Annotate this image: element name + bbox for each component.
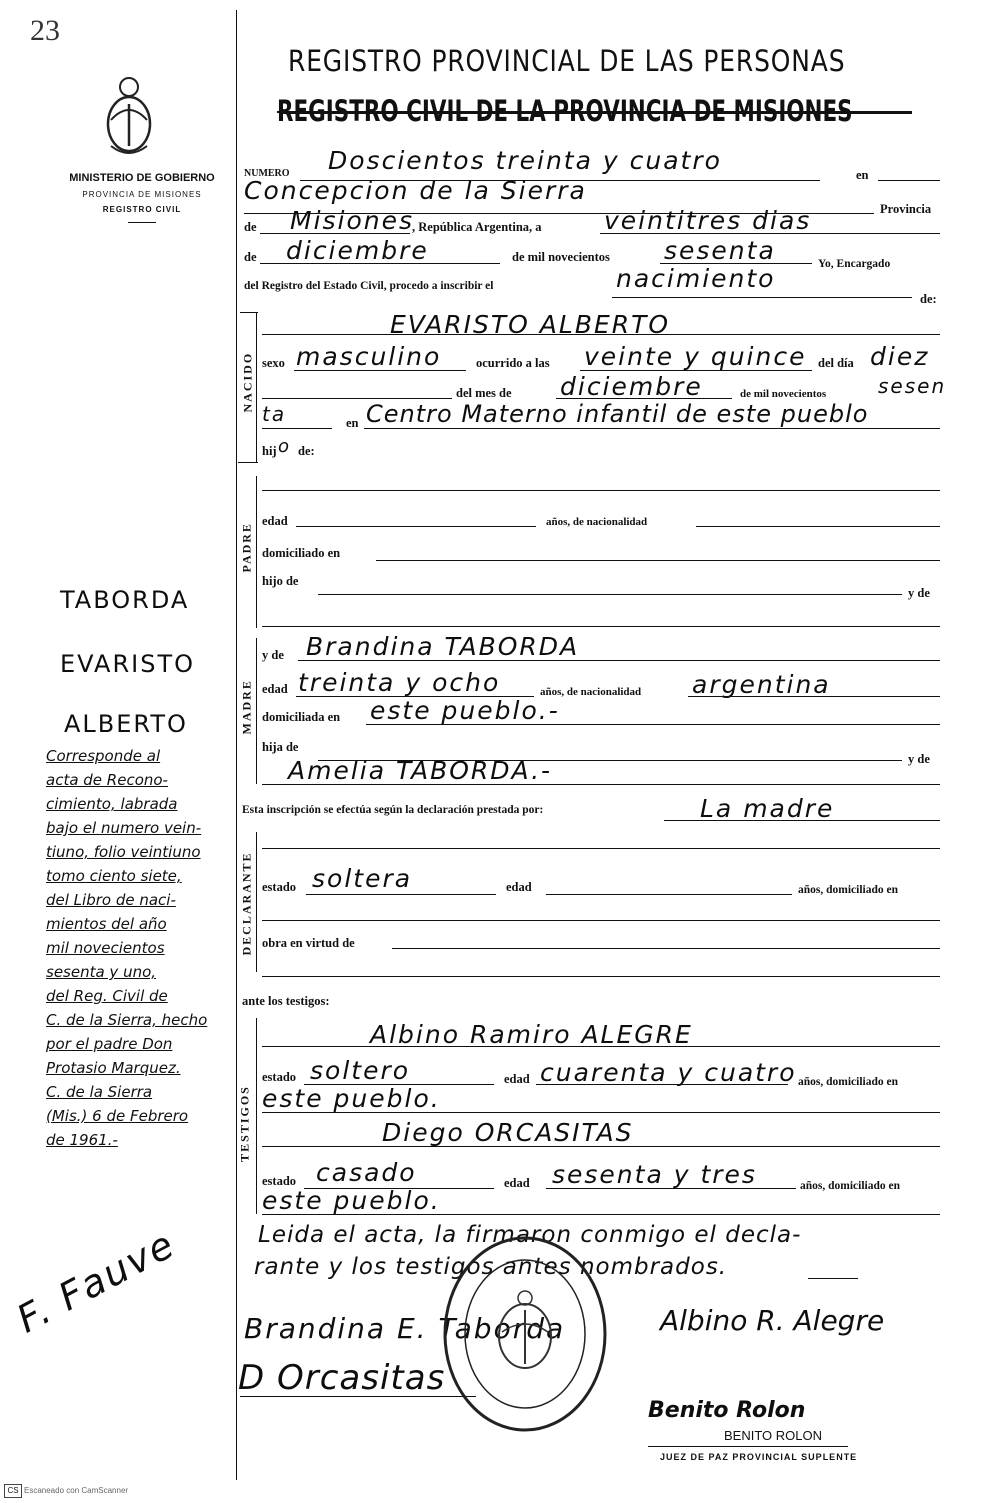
- margin-note: Corresponde al acta de Recono- cimiento, labrada bajo el numero vein- tiuno, folio veintiuno tomo ciento siete, del Libro de naci- mientos del año mil novecientos sesenta y uno, del Reg. Civil de C. de la Sierra, hecho por el padre Don Protasio Marquez. C. de la Sierra (Mis.) 6 de Febrero de 1961.-: [46, 747, 208, 1149]
- entry-acto: nacimiento: [616, 264, 776, 293]
- side-label-declarante: DECLARANTE: [239, 851, 254, 956]
- camscanner-logo-icon: CS: [4, 1484, 22, 1498]
- entry-t2-dom: este pueblo.: [262, 1186, 441, 1215]
- label-y-de: y de: [908, 586, 930, 600]
- entry-hijo-letter: o: [278, 436, 292, 457]
- label-del-registro: del Registro del Estado Civil, procedo a inscribir el: [244, 280, 494, 292]
- divider: [128, 222, 156, 223]
- entry-t1-dom: este pueblo.: [262, 1084, 441, 1113]
- label-hijo-de: de:: [298, 444, 315, 458]
- side-label-madre: MADRE: [239, 679, 254, 735]
- label-anios-dom-t2: años, domiciliado en: [800, 1180, 901, 1192]
- entry-t2-edad: sesenta y tres: [552, 1160, 757, 1189]
- entry-declarante: La madre: [700, 794, 835, 823]
- label-edad-t2: edad: [504, 1176, 530, 1190]
- label-y-de-2: y de: [908, 752, 930, 766]
- official-name: BENITO ROLON: [724, 1428, 823, 1443]
- label-estado-t2: estado: [262, 1174, 297, 1188]
- label-de-mil: de mil novecientos: [512, 250, 610, 264]
- entry-madre-dom: este pueblo.-: [370, 696, 560, 725]
- label-hijo-de-padre: hijo de: [262, 574, 299, 588]
- label-del-mes: del mes de: [456, 386, 512, 400]
- label-anios-nac-madre: años, de nacionalidad: [540, 686, 642, 698]
- label-domiciliado-padre: domiciliado en: [262, 546, 341, 560]
- entry-cierre-2: rante y los testigos antes nombrados.: [254, 1254, 728, 1280]
- margin-nombre2: ALBERTO: [64, 710, 188, 738]
- label-edad-madre: edad: [262, 682, 288, 696]
- entry-t1-estado: soltero: [310, 1056, 411, 1085]
- entry-mes-nac: diciembre: [560, 372, 703, 401]
- entry-lugar: Concepcion de la Sierra: [244, 176, 587, 205]
- entry-decl-estado: soltera: [312, 864, 413, 893]
- margin-nombre1: EVARISTO: [60, 650, 196, 678]
- entry-cierre-1: Leida el acta, la firmaron conmigo el decla-: [258, 1222, 802, 1248]
- side-label-padre: PADRE: [239, 522, 254, 573]
- scanner-footer: Escaneado con CamScanner: [24, 1486, 129, 1495]
- entry-lugar-nac: Centro Materno infantil de este pueblo: [366, 400, 869, 428]
- side-label-testigos: TESTIGOS: [237, 1085, 252, 1162]
- entry-testigo1: Albino Ramiro ALEGRE: [370, 1020, 693, 1049]
- entry-dia-nac: diez: [870, 342, 930, 371]
- signature-orcasitas: D Orcasitas: [238, 1358, 446, 1398]
- label-estado-decl: estado: [262, 880, 297, 894]
- entry-provincia: Misiones: [290, 206, 415, 235]
- label-provincia: Provincia: [880, 202, 932, 216]
- entry-numero: Doscientos treinta y cuatro: [328, 146, 722, 175]
- label-anios-nac-padre: años, de nacionalidad: [546, 516, 648, 528]
- official-title: JUEZ DE PAZ PROVINCIAL SUPLENTE: [660, 1452, 858, 1462]
- signature-brandina: Brandina E. Taborda: [244, 1312, 566, 1345]
- entry-hora: veinte y quince: [584, 342, 807, 371]
- entry-madre-padre: Amelia TABORDA.-: [288, 756, 553, 785]
- entry-madre-nombre: Brandina TABORDA: [306, 632, 580, 661]
- label-estado-t1: estado: [262, 1070, 297, 1084]
- entry-t2-estado: casado: [316, 1158, 417, 1187]
- strike-line: [280, 111, 912, 114]
- ministry-office: REGISTRO CIVIL: [102, 205, 182, 214]
- margin-apellido: TABORDA: [60, 586, 190, 614]
- label-republica: , República Argentina, a: [412, 220, 542, 234]
- signature-alegre: Albino R. Alegre: [660, 1304, 885, 1337]
- label-edad-t1: edad: [504, 1072, 530, 1086]
- label-anios-dom-decl: años, domiciliado en: [798, 884, 899, 896]
- label-y-de-madre: y de: [262, 648, 284, 662]
- entry-dia: veintitres dias: [604, 206, 812, 235]
- entry-nombre: EVARISTO ALBERTO: [390, 310, 671, 339]
- entry-testigo2: Diego ORCASITAS: [382, 1118, 634, 1147]
- struck-title: REGISTRO CIVIL DE LA PROVINCIA DE MISIONES: [277, 94, 853, 128]
- side-label-nacido: NACIDO: [240, 351, 255, 413]
- entry-anio-nac-1: sesen: [878, 374, 947, 398]
- entry-sexo: masculino: [296, 342, 442, 371]
- label-ocurrido: ocurrido a las: [476, 356, 550, 370]
- margin-rule: [236, 10, 237, 1480]
- label-edad-decl: edad: [506, 880, 532, 894]
- entry-anio-nac-2: ta: [262, 402, 287, 426]
- label-edad-padre: edad: [262, 514, 288, 528]
- page-number: 23: [30, 14, 60, 47]
- label-de-mil-nov: de mil novecientos: [740, 388, 827, 400]
- entry-anio: sesenta: [664, 236, 776, 265]
- label-de-colon: de:: [920, 292, 937, 306]
- label-ante-testigos: ante los testigos:: [242, 994, 330, 1008]
- label-inscripcion: Esta inscripción se efectúa según la declaración prestada por:: [242, 804, 544, 816]
- entry-madre-edad: treinta y ocho: [298, 668, 501, 697]
- entry-mes: diciembre: [286, 236, 429, 265]
- label-hija-de: hija de: [262, 740, 299, 754]
- entry-madre-nac: argentina: [692, 670, 831, 699]
- label-anios-dom-t1: años, domiciliado en: [798, 1076, 899, 1088]
- label-de-2: de: [244, 250, 257, 264]
- label-hij: hij: [262, 444, 277, 458]
- coat-of-arms-icon: [103, 74, 155, 158]
- label-del-dia: del día: [818, 356, 854, 370]
- signature-rolon: Benito Rolon: [648, 1398, 806, 1423]
- ministry-province: PROVINCIA DE MISIONES: [82, 190, 202, 199]
- entry-t1-edad: cuarenta y cuatro: [540, 1058, 797, 1087]
- label-yo: Yo, Encargado: [818, 258, 891, 270]
- official-seal-icon: [440, 1232, 610, 1436]
- label-obra: obra en virtud de: [262, 936, 355, 950]
- label-en-2: en: [346, 416, 359, 430]
- ministry-name: MINISTERIO DE GOBIERNO: [69, 172, 215, 184]
- label-domiciliada: domiciliada en: [262, 710, 341, 724]
- label-en: en: [856, 168, 869, 182]
- margin-signature: F. Fauve: [9, 1221, 183, 1342]
- label-de: de: [244, 220, 257, 234]
- registry-title: REGISTRO PROVINCIAL DE LAS PERSONAS: [288, 44, 846, 78]
- label-sexo: sexo: [262, 356, 285, 370]
- label-numero: NUMERO: [244, 168, 290, 179]
